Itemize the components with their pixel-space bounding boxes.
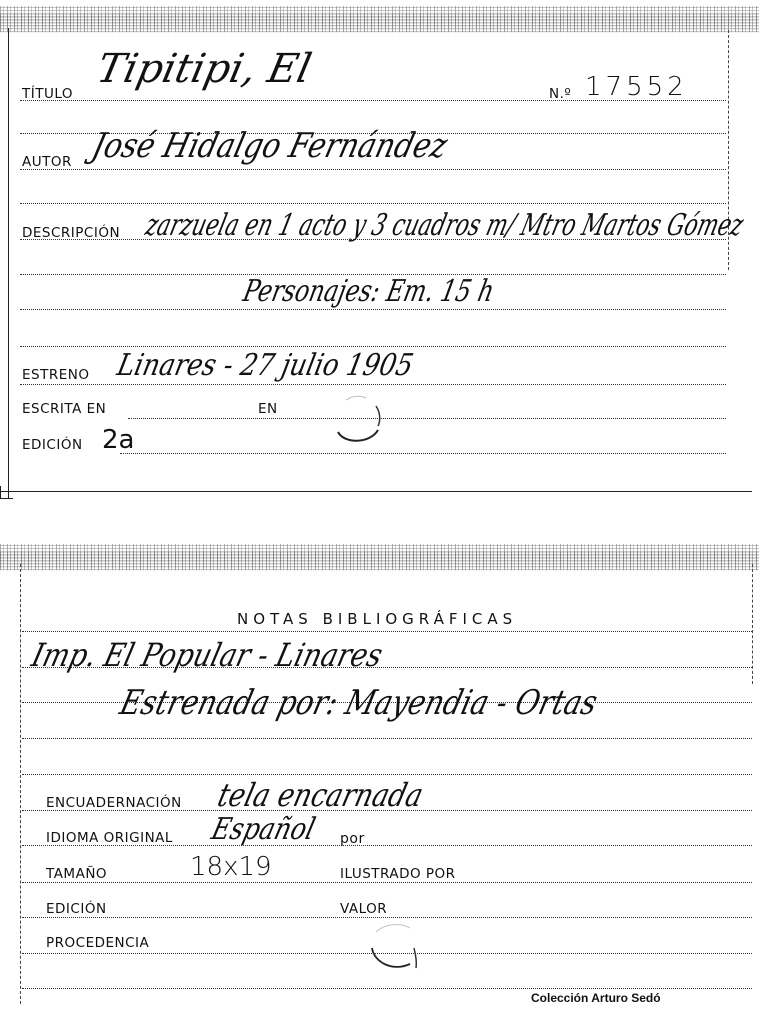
valor-label: VALOR [340,901,388,917]
ruled-line [20,169,726,170]
stamp-circle-mark [326,392,390,446]
ruled-line [20,384,726,385]
en-label: EN [258,401,278,417]
tamano-value: 18x19 [190,852,272,882]
ruled-line [20,203,726,204]
card-bottom-edge [0,491,752,492]
procedencia-label: PROCEDENCIA [46,935,150,951]
escrita-label: ESCRITA EN [22,401,107,417]
ruled-line [20,309,726,310]
card-right-edge [752,564,753,684]
autor-label: AUTOR [22,154,72,170]
estreno-label: ESTRENO [22,367,90,383]
titulo-label: TÍTULO [22,86,74,102]
ruled-line [120,453,726,454]
catalog-card-front [0,0,759,500]
note-line-2: Estrenada por: Mayendia - Ortas [116,683,602,723]
ruled-line [22,774,752,775]
titulo-value: Tipitipi, El [93,46,316,92]
encuadernacion-label: ENCUADERNACIÓN [46,795,182,811]
notas-heading: NOTAS BIBLIOGRÁFICAS [237,610,518,628]
por-label: por [340,831,365,847]
idioma-value: Español [208,812,319,847]
card-left-edge [20,564,21,1004]
card-edge-texture [0,552,759,574]
ruled-line [128,418,726,419]
ilustrado-label: ILUSTRADO POR [340,866,456,882]
card-edge-texture [0,14,759,36]
descripcion-value: zarzuela en 1 acto y 3 cuadros m/ Mtro Martos Gómez [142,208,747,243]
card-left-edge [8,28,9,498]
autor-value: José Hidalgo Fernández [88,126,452,166]
tamano-label: TAMAÑO [46,866,108,882]
numero-label: N.º [549,86,572,102]
ruled-line [20,346,726,347]
catalog-card-back [0,540,759,1010]
note-line-1: Imp. El Popular - Linares [28,636,387,674]
idioma-label: IDIOMA ORIGINAL [46,830,173,846]
ruled-line [22,882,752,883]
edicion-label: EDICIÓN [22,437,83,453]
ruled-line [22,738,752,739]
ruled-line [22,631,752,632]
descripcion-label: DESCRIPCIÓN [22,225,121,241]
card-corner [0,486,13,499]
encuadernacion-value: tela encarnada [214,776,428,814]
edicion-label: EDICIÓN [46,901,107,917]
edicion-value: 2a [102,425,135,455]
collection-credit: Colección Arturo Sedó [531,991,661,1005]
stamp-circle-mark [362,918,428,976]
numero-value: 17552 [585,72,688,102]
ruled-line [22,988,752,989]
descripcion-extra: Personajes: Em. 15 h [240,274,498,309]
estreno-value: Linares - 27 julio 1905 [114,348,417,383]
